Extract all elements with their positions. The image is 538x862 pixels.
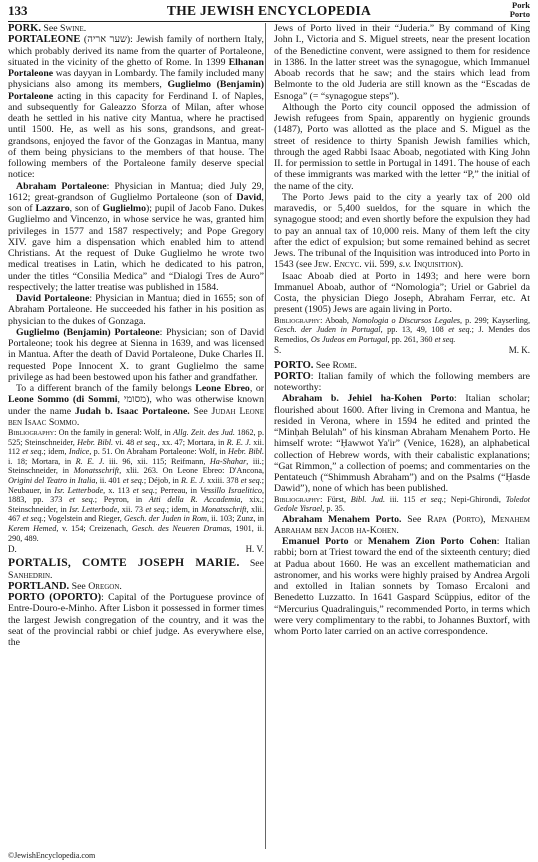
paragraph: Abraham Menahem Porto. See Rapa (Porto), Menahem Abraham ben Jacob ha-Kohen. — [274, 513, 530, 536]
signature-right: M. K. — [508, 345, 530, 356]
paragraph: PORTALIS, COMTE JOSEPH MARIE. See Sanhedrin. — [8, 557, 264, 581]
author-signature — [274, 345, 530, 356]
paragraph: To a different branch of the family belongs Leone Ebreo, or Leone Sommo (di Sommi, מסומי), who was otherwise known under the name Judah b. Isaac Portaleone. See Judah Leone ben Isaac Sommo. — [8, 383, 264, 428]
paragraph: Although the Porto city council opposed the admission of Jewish refugees from Spain, apparently on hygienic grounds (1487), Porto was allotted as the place and S. Miguel as the street of residence to thirty Spanish Jewish families which, through the aged Rabbi Isaac Aboab, negotiated with King John II. for permission to settle in Portugal in 1491. The house of each of these immigrants was marked with the letter “P,” the initial of the name of the city. — [274, 101, 530, 192]
catchwords — [510, 1, 530, 19]
author-signature — [8, 544, 264, 555]
paragraph: Jews of Porto lived in their “Juderia.” By command of King John I., Victoria and S. Miguel streets, near the present location of the Benedictine convent, were assigned to them for residence in 1386. In the latter street was the synagogue, which Immanuel Aboab records that he saw; and the stairs which lead from Belmonte to the old Juderia are still known as the “Escadas de Esnoga” (= “synagogue steps”). — [274, 23, 530, 102]
paragraph: PORK. See Swine. — [8, 23, 87, 34]
page-number: 133 — [8, 3, 28, 18]
bibliography: Bibliography: Aboab, Nomologia o Discursos Legales, p. 299; Kayserling, Gesch. der Juden in Portugal, pp. 13, 49, 108 et seq.; J. Mendes dos Remedios, Os Judeos em Portugal, pp. 261, 360 et seq. — [274, 315, 530, 344]
catchword-top: Pork — [512, 0, 530, 10]
catchword-bottom: Porto — [509, 9, 530, 19]
paragraph: The Porto Jews paid to the city a yearly tax of 200 old maravedis, or 5,400 sueldos, for the square in which the synagogue stood; and even shortly before the expulsion they had to pay an annual tax of 10,000 reis. Many of them left the city after the edict of expulsion; but some remained behind as secret Jews. The tribunal of the Inquisition was introduced into Porto in 1543 (see Jew. Encyc. vii. 599, s.v. Inquisition). — [274, 191, 530, 271]
paragraph: Isaac Aboab died at Porto in 1493; and here were born Immanuel Aboab, author of “Nomologia”; Uriel or Gabriel da Costa, the physician Diego Joseph, Abraham Ferrar, etc. At present (1905) Jews are again living in Porto. — [274, 270, 530, 316]
paragraph: PORTO: Italian family of which the following members are noteworthy: — [274, 370, 530, 394]
copyright-footer: ©JewishEncyclopedia.com — [8, 851, 96, 860]
right-column — [274, 23, 530, 637]
paragraph: Abraham Portaleone: Physician in Mantua; died July 29, 1612; great-grandson of Guglielmo Portaleone (son of David, son of Lazzaro, son of Guglielmo); pupil of Jacob Fano. Dukes Guglielmo and Vincenzo, in whose service he was, granted him privileges in 1577 and 1587 respectively; and Pope Gregory XIV. gave him a dispensation which enabled him to attend Christians. At the request of Duke Guglielmo he wrote two medical treatises in Latin, which he dedicated to his patron, under the titles “Consilia Medica” and “Dialogi Tres de Auro” respectively; the latter treatise was published in 1584. — [8, 180, 264, 293]
paragraph: Guglielmo (Benjamin) Portaleone: Physician; son of David Portaleone; took his degree at Sienna in 1639, and was licensed in Mantua. After the death of David Portaleone, Duke Charles II. requested Pope Innocent X. to grant Guglielmo the same privilege as had been bestowed upon his father and grandfather. — [8, 326, 264, 383]
paragraph: PORTALEONE (שער אריה): Jewish family of northern Italy, which probably derived its name from the quarter of Portaleone, situated in the vicinity of the ghetto of Rome. In 1399 Elhanan Portaleone was dayyan in Lombardy. The family included many physicians also among its members, Guglielmo (Benjamin) Portaleone acting in this capacity for Ferdinand I. of Naples, and subsequently for Galeazzo Sforza of Milan, after whose death he settled in his native city Mantua, where he practised until 1500. He, as well as his sons, grandsons, and great-grandsons, enjoyed the favor of the Gonzagas in Mantua, many of them being physicians to the members of that house. The following members of the Portaleone family deserve special notice: — [8, 34, 264, 181]
paragraph: David Portaleone: Physician in Mantua; died in 1655; son of Abraham Portaleone. He succeeded his father in his position as physician to the dukes of Gonzaga. — [8, 293, 264, 327]
paragraph: PORTLAND. See Oregon. — [8, 580, 122, 592]
bibliography: Bibliography: Fürst, Bibl. Jud. iii. 115 et seq.; Nepi-Ghirondi, Toledot Gedole Yisrael, p. 35. — [274, 494, 530, 514]
paragraph: Abraham b. Jehiel ha-Kohen Porto: Italian scholar; flourished about 1600. After living in Cremona and Mantua, he resided in Verona, where in 1594 he edited and printed the “Minḥah Belulah” of his kinsman Abraham Menahem Porto. He himself wrote: “Ḥawwot Ya'ir” (Venice, 1628), an alphabetical collection of Hebrew words, with their cabalistic explanations; “Gat Rimmon,” a collection of poems; and commentaries on the Pentateuch (“Shimmush Abraham”) and on the Psalms (“Ḥasde Dawid”), none of which has been published. — [274, 393, 530, 495]
left-column — [8, 23, 264, 648]
column-divider — [265, 23, 266, 849]
journal-title: THE JEWISH ENCYCLOPEDIA — [166, 3, 372, 18]
paragraph: PORTO. See Rome. — [274, 359, 357, 371]
running-header — [8, 0, 530, 22]
signature-left: D. — [8, 544, 17, 555]
bibliography: Bibliography: On the family in general: Wolf, in Allg. Zeit. des Jud. 1862, p. 525; Steinschneider, Hebr. Bibl. vi. 48 et seq., xx. 47; Mortara, in R. E. J. xii. 112 et seq.; idem, Indice, p. 51. On Abraham Portaleone: Wolf, in Hebr. Bibl. i. 18; Mortara, in R. E. J. iii. 96, xii. 115; Reifmann, Ha-Shahar, iii.; Steinschneider, in Monatsschrift, xlii. 263. On Leone Ebreo: D'Ancona, Origini del Teatro in Italia, ii. 401 et seq.; Déjob, in R. E. J. xxiii. 378 et seq.; Neubauer, in Isr. Letterbode, x. 113 et seq.; Perreau, in Vessillo Israelitico, 1883, pp. 373 et seq.; Peyron, in Atti della R. Accademia, xix.; Steinschneider, in Isr. Letterbode, xii. 73 et seq.; idem, in Monatsschrift, xlii. 467 et seq.; Vogelstein and Rieger, Gesch. der Juden in Rom, ii. 103; Zunz, in Kerem Hemed, v. 154; Creizenach, Gesch. des Neueren Dramas, 1901, ii. 290, 489. — [8, 428, 264, 543]
paragraph: Emanuel Porto or Menahem Zion Porto Cohen: Italian rabbi; born at Triest toward the end of the sixteenth century; died at Padua about 1660. He was an excellent mathematician and astronomer, and his works were highly praised by Andrea Argoli and extolled in Italian sonnets by Tomaso Ercaloni and Benedetto Luzzatto. In 1641 Gaspard Scüppius, editor of the “Mercurius Quadralinguis,” recommended Porto, in terms which were very complimentary to the rabbi, to Johannes Buxtorf, with whom Porto later carried on an active correspondence. — [274, 536, 530, 638]
header-rule — [8, 21, 530, 22]
signature-left: S. — [274, 345, 282, 356]
signature-right: H. V. — [245, 544, 264, 555]
paragraph: PORTO (OPORTO): Capital of the Portuguese province of Entre-Douro-e-Minho. After Lisbon it possessed in former times the largest Jewish congregation of the country, and it was the seat of the provincial rabbi or chief judge. As everywhere else, the — [8, 592, 264, 649]
